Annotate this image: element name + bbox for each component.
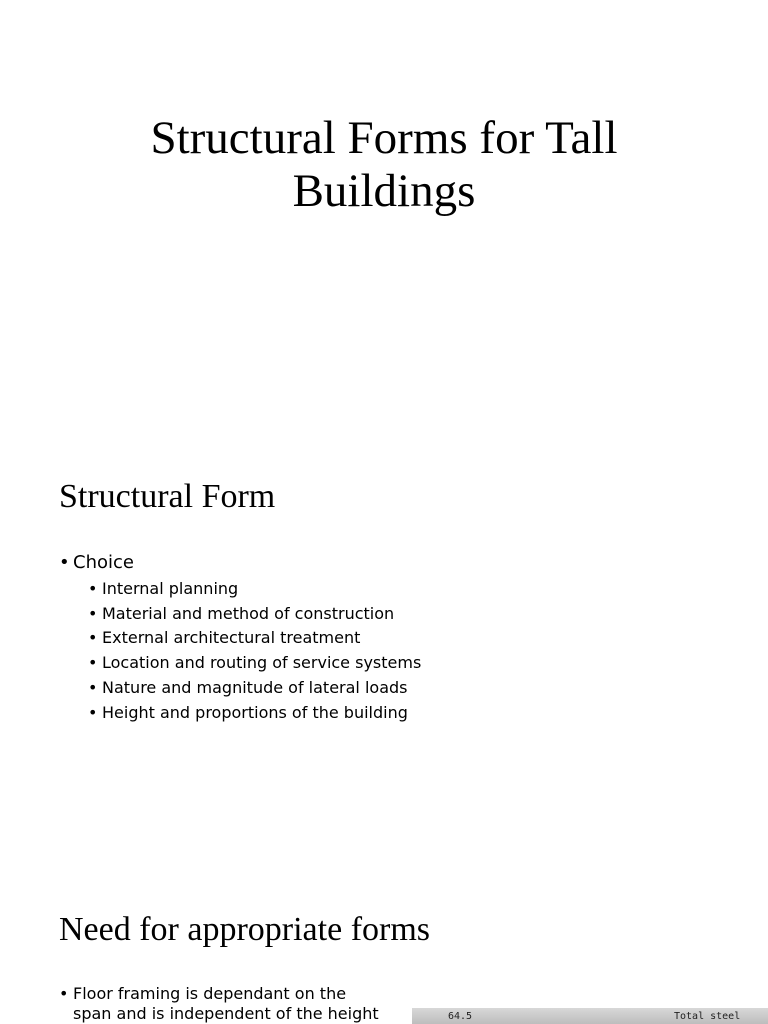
bullet-dot: • <box>88 628 98 647</box>
bullet-dot: • <box>88 604 98 623</box>
sub-bullet <box>88 579 238 599</box>
slide-title <box>60 112 708 218</box>
sub-bullet <box>88 678 407 698</box>
figure-label-left: 64.5 <box>448 1011 473 1022</box>
bullet-floor-framing-continuation: span and is independent of the height <box>73 1004 379 1023</box>
slide-title-line-2: Buildings <box>292 165 476 217</box>
bullet-dot: • <box>88 703 98 722</box>
section-heading-structural-form: Structural Form <box>59 478 276 515</box>
sub-bullet <box>88 628 360 648</box>
bullet-dot: • <box>88 678 98 697</box>
sub-bullet <box>88 604 394 624</box>
sub-bullet <box>88 703 408 723</box>
bullet-floor-framing <box>59 984 346 1004</box>
bullet-label: Choice <box>73 552 134 573</box>
sub-bullet-label: Nature and magnitude of lateral loads <box>102 678 408 697</box>
steel-chart-figure <box>412 1008 768 1024</box>
bullet-label: Floor framing is dependant on the <box>73 984 347 1003</box>
sub-bullet-label: Location and routing of service systems <box>102 653 422 672</box>
sub-bullet-label: External architectural treatment <box>102 628 361 647</box>
figure-label-total-steel: Total steel <box>674 1011 741 1022</box>
bullet-dot: • <box>88 653 98 672</box>
slide-title-line-1: Structural Forms for Tall <box>150 112 618 164</box>
sub-bullet-label: Height and proportions of the building <box>102 703 408 722</box>
bullet-dot: • <box>88 579 98 598</box>
bullet-dot: • <box>59 984 69 1003</box>
sub-bullet-label: Internal planning <box>102 579 239 598</box>
section-heading-need-for-forms: Need for appropriate forms <box>59 911 431 948</box>
sub-bullet-label: Material and method of construction <box>102 604 395 623</box>
bullet-choice <box>59 552 134 574</box>
bullet-dot: • <box>59 552 70 573</box>
sub-bullet <box>88 653 421 673</box>
